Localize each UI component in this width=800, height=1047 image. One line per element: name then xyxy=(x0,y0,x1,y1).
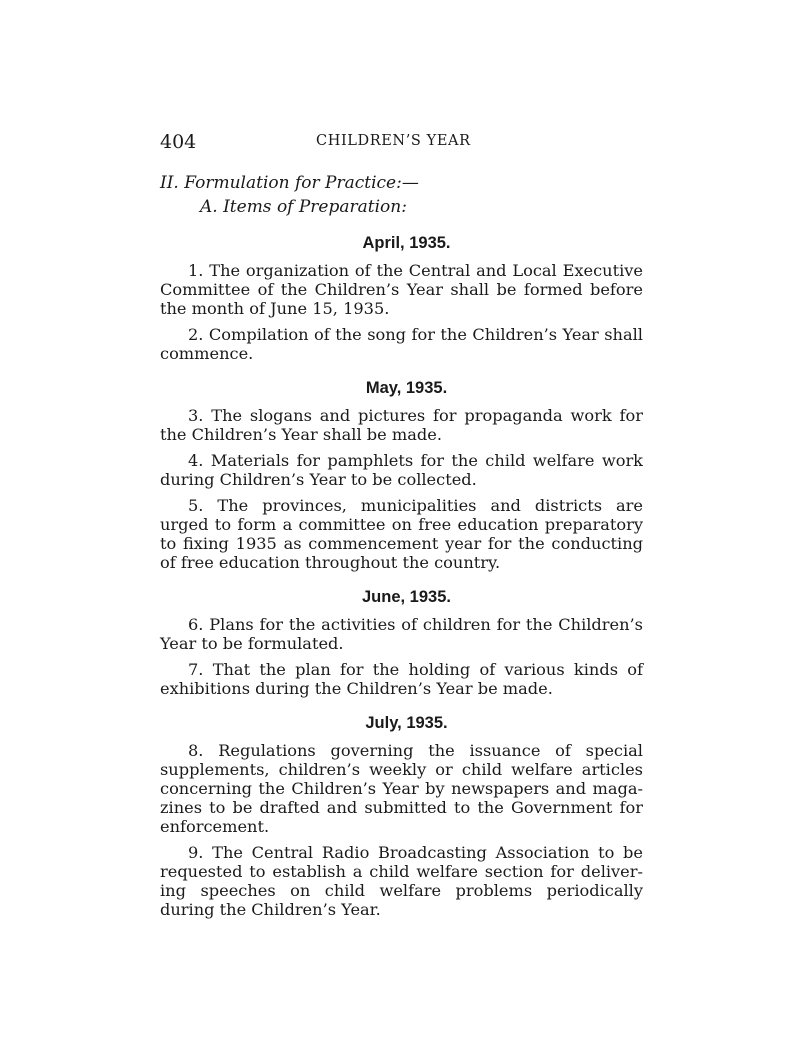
item-paragraph-2: 2. Compilation of the song for the Children’s Year shall commence. xyxy=(160,325,643,363)
item-paragraph-5: 5. The provinces, municipalities and districts are urged to form a committee on free education preparatory to fixing 1935 as commencement year for the conducting of free education throughout the country. xyxy=(160,496,643,572)
item-paragraph-7: 7. That the plan for the holding of various kinds of exhibitions during the Children’s Year be made. xyxy=(160,660,643,698)
item-paragraph-8: 8. Regulations governing the issuance of special supplements, children’s weekly or child welfare articles concerning the Children’s Year by newspapers and magazines to be drafted and submitted to the Government for enforcement. xyxy=(160,741,643,836)
running-title: CHILDREN’S YEAR xyxy=(316,133,471,149)
item-paragraph-9: 9. The Central Radio Broadcasting Association to be requested to establish a child welfare section for delivering speeches on child welfare problems periodically during the Children’s Year. xyxy=(160,843,643,919)
section-heading xyxy=(160,172,643,194)
item-paragraph-1: 1. The organization of the Central and Local Executive Committee of the Children’s Year shall be formed before the month of June 15, 1935. xyxy=(160,261,643,318)
item-paragraph-3: 3. The slogans and pictures for propaganda work for the Children’s Year shall be made. xyxy=(160,406,643,444)
item-paragraph-4: 4. Materials for pamphlets for the child welfare work during Children’s Year to be collected. xyxy=(160,451,643,489)
running-header xyxy=(160,128,643,158)
month-heading-may: May, 1935. xyxy=(365,379,448,397)
subsection-heading xyxy=(160,196,643,218)
month-heading-april: April, 1935. xyxy=(362,234,451,252)
section-heading-text: II. Formulation for Practice:— xyxy=(160,173,419,193)
item-paragraph-6: 6. Plans for the activities of children for the Children’s Year to be formulated. xyxy=(160,615,643,653)
month-heading-june: June, 1935. xyxy=(362,588,451,606)
month-heading-july: July, 1935. xyxy=(365,714,448,732)
page-number: 404 xyxy=(160,131,197,153)
subsection-heading-text: A. Items of Preparation: xyxy=(200,197,407,217)
document-page xyxy=(160,128,643,926)
